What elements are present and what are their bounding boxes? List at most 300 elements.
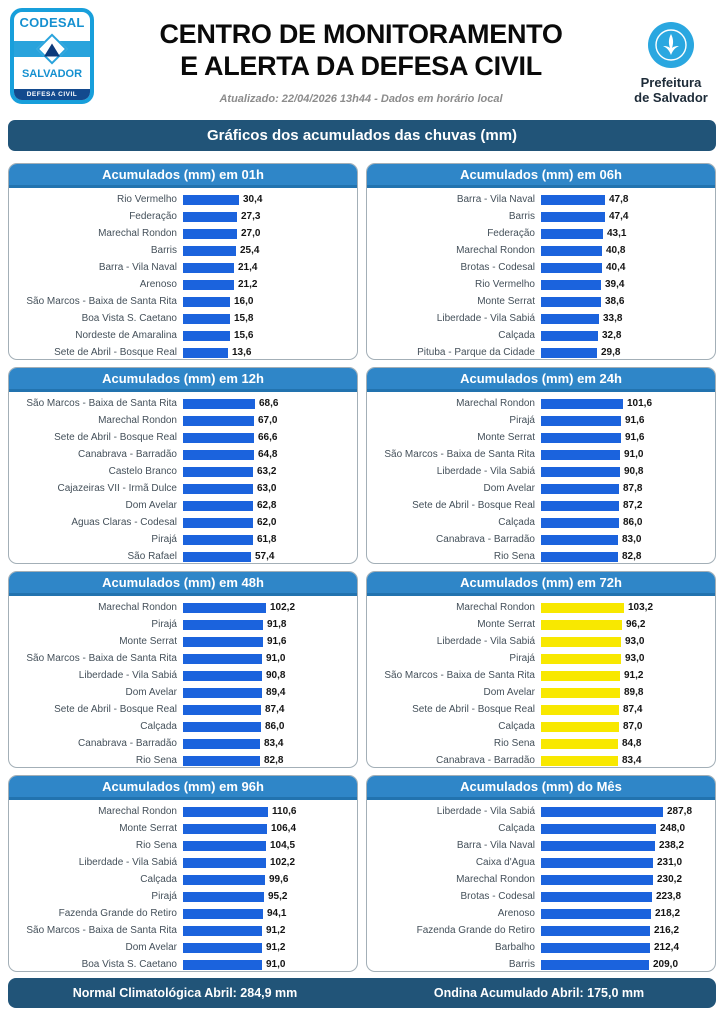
value-label: 91,0 [266, 653, 286, 664]
value-bar [541, 960, 649, 970]
value-label: 87,4 [265, 704, 285, 715]
value-bar [541, 603, 624, 613]
chart-row [9, 276, 353, 293]
station-label: São Marcos - Baixa de Santa Rita [26, 296, 177, 307]
station-label: Federação [487, 228, 535, 239]
value-label: 94,1 [267, 908, 287, 919]
chart-row [367, 701, 711, 718]
value-label: 63,2 [257, 466, 277, 477]
value-label: 83,4 [622, 755, 642, 766]
chart-row [9, 752, 353, 768]
chart-row [367, 854, 711, 871]
value-bar [541, 926, 650, 936]
chart-panel [366, 163, 716, 360]
value-bar [183, 688, 262, 698]
chart-row [9, 208, 353, 225]
value-bar [183, 756, 260, 766]
station-label: Rio Sena [135, 755, 177, 766]
chart-panel [8, 571, 358, 768]
value-bar [541, 671, 620, 681]
value-label: 61,8 [257, 534, 277, 545]
value-bar [541, 841, 655, 851]
value-label: 40,4 [606, 262, 626, 273]
codesal-logo-name: CODESAL [19, 15, 85, 30]
station-label: Rio Sena [135, 840, 177, 851]
station-label: Marechal Rondon [456, 398, 535, 409]
value-bar [541, 807, 663, 817]
value-label: 91,6 [625, 415, 645, 426]
value-bar [541, 858, 653, 868]
chart-row [367, 548, 711, 564]
chart-row [9, 191, 353, 208]
prefeitura-label-line2: de Salvador [634, 89, 708, 105]
chart-row [367, 837, 711, 854]
value-label: 231,0 [657, 857, 683, 868]
chart-row [9, 531, 353, 548]
chart-row [367, 888, 711, 905]
value-bar [183, 654, 262, 664]
station-label: São Marcos - Baixa de Santa Rita [26, 653, 177, 664]
value-label: 91,6 [625, 432, 645, 443]
value-bar [183, 875, 265, 885]
station-label: Fazenda Grande do Retiro [416, 925, 535, 936]
value-label: 32,8 [602, 330, 622, 341]
chart-panel-body [367, 800, 715, 972]
codesal-emblem-icon [14, 32, 90, 66]
value-bar [541, 450, 620, 460]
chart-row [9, 735, 353, 752]
emblem-triangle [44, 44, 60, 57]
prefeitura-logo [628, 8, 714, 106]
station-label: Calçada [498, 330, 535, 341]
station-label: Liberdade - Vila Sabiá [78, 857, 177, 868]
value-bar [541, 263, 602, 273]
value-bar [183, 416, 254, 426]
station-label: Pirajá [509, 415, 535, 426]
value-bar [183, 807, 268, 817]
chart-row [367, 259, 711, 276]
value-bar [541, 297, 601, 307]
value-bar [541, 212, 605, 222]
value-bar [541, 195, 605, 205]
chart-row [367, 684, 711, 701]
value-label: 91,0 [624, 449, 644, 460]
value-label: 223,8 [656, 891, 682, 902]
value-label: 33,8 [603, 313, 623, 324]
value-label: 91,2 [266, 942, 286, 953]
value-label: 87,8 [623, 483, 643, 494]
chart-panel-title: Acumulados (mm) em 01h [9, 164, 357, 188]
chart-row [367, 293, 711, 310]
station-label: Sete de Abril - Bosque Real [412, 500, 535, 511]
section-title-bar: Gráficos dos acumulados das chuvas (mm) [8, 120, 716, 151]
station-label: Marechal Rondon [98, 415, 177, 426]
value-label: 110,6 [272, 806, 297, 817]
station-label: Calçada [140, 721, 177, 732]
value-bar [183, 926, 262, 936]
value-label: 15,6 [234, 330, 254, 341]
value-bar [541, 637, 621, 647]
value-bar [541, 280, 601, 290]
chart-row [367, 327, 711, 344]
value-label: 91,2 [624, 670, 644, 681]
chart-row [367, 497, 711, 514]
value-label: 96,2 [626, 619, 646, 630]
value-label: 216,2 [654, 925, 680, 936]
value-label: 13,6 [232, 347, 252, 358]
value-label: 63,0 [257, 483, 277, 494]
station-label: Monte Serrat [477, 296, 535, 307]
chart-panel-title: Acumulados (mm) em 48h [9, 572, 357, 596]
station-label: Águas Claras - Codesal [71, 517, 177, 528]
value-label: 104,5 [270, 840, 296, 851]
station-label: Rio Sena [493, 738, 535, 749]
station-label: São Marcos - Baixa de Santa Rita [26, 398, 177, 409]
value-label: 83,4 [264, 738, 284, 749]
value-label: 27,0 [241, 228, 261, 239]
value-bar [541, 705, 619, 715]
value-bar [183, 484, 253, 494]
station-label: Calçada [498, 823, 535, 834]
value-label: 93,0 [625, 653, 645, 664]
station-label: Sete de Abril - Bosque Real [54, 347, 177, 358]
value-bar [183, 960, 262, 970]
value-label: 47,4 [609, 211, 629, 222]
chart-row [367, 480, 711, 497]
value-label: 62,0 [257, 517, 277, 528]
value-bar [183, 195, 239, 205]
chart-row [367, 956, 711, 972]
station-label: Dom Avelar [125, 942, 177, 953]
chart-row [367, 395, 711, 412]
value-label: 102,2 [270, 857, 296, 868]
chart-row [367, 871, 711, 888]
station-label: Monte Serrat [477, 619, 535, 630]
chart-row [367, 191, 711, 208]
chart-panel [8, 163, 358, 360]
value-bar [541, 467, 620, 477]
station-label: Liberdade - Vila Sabiá [436, 806, 535, 817]
value-bar [183, 637, 263, 647]
value-bar [183, 501, 253, 511]
value-label: 230,2 [657, 874, 683, 885]
station-label: Barra - Vila Naval [456, 840, 535, 851]
value-bar [541, 314, 599, 324]
chart-row [367, 922, 711, 939]
station-label: São Marcos - Baixa de Santa Rita [384, 670, 535, 681]
chart-row [367, 616, 711, 633]
value-bar [541, 654, 621, 664]
value-bar [541, 892, 652, 902]
station-label: Calçada [140, 874, 177, 885]
codesal-logo-city: SALVADOR [21, 68, 83, 80]
chart-panel-body [9, 800, 357, 972]
value-bar [541, 348, 597, 358]
station-label: Pirajá [151, 534, 177, 545]
value-bar [183, 739, 260, 749]
chart-row [9, 650, 353, 667]
value-label: 30,4 [243, 194, 263, 205]
value-label: 43,1 [607, 228, 627, 239]
chart-row [9, 480, 353, 497]
chart-row [9, 259, 353, 276]
title-block [94, 8, 628, 105]
chart-panel-body [367, 596, 715, 768]
panels-grid [8, 163, 716, 972]
value-label: 84,8 [622, 738, 642, 749]
value-bar [541, 552, 618, 562]
value-label: 40,8 [606, 245, 626, 256]
footer-ondina-acumulado: Ondina Acumulado Abril: 175,0 mm [433, 986, 645, 1000]
value-bar [541, 722, 619, 732]
chart-row [9, 395, 353, 412]
value-bar [183, 280, 234, 290]
value-bar [541, 484, 619, 494]
station-label: Pituba - Parque da Cidade [417, 347, 535, 358]
chart-row [9, 599, 353, 616]
value-bar [541, 688, 620, 698]
station-label: Dom Avelar [125, 500, 177, 511]
value-bar [183, 297, 230, 307]
chart-row [367, 820, 711, 837]
chart-row [9, 293, 353, 310]
station-label: Monte Serrat [119, 823, 177, 834]
chart-row [367, 344, 711, 360]
value-bar [183, 858, 266, 868]
value-label: 57,4 [255, 551, 275, 562]
value-bar [183, 399, 255, 409]
value-label: 86,0 [623, 517, 643, 528]
chart-row [367, 225, 711, 242]
value-label: 218,2 [655, 908, 681, 919]
station-label: Boa Vista S. Caetano [81, 313, 177, 324]
chart-row [9, 718, 353, 735]
chart-panel-title: Acumulados (mm) em 06h [367, 164, 715, 188]
chart-row [9, 327, 353, 344]
value-bar [183, 943, 262, 953]
station-label: Marechal Rondon [98, 228, 177, 239]
value-bar [541, 501, 619, 511]
value-bar [183, 671, 262, 681]
station-label: Marechal Rondon [456, 245, 535, 256]
station-label: Rio Vermelho [116, 194, 177, 205]
station-label: Liberdade - Vila Sabiá [436, 466, 535, 477]
station-label: São Rafael [127, 551, 177, 562]
value-bar [183, 892, 264, 902]
value-bar [541, 416, 621, 426]
value-label: 102,2 [270, 602, 296, 613]
value-bar [183, 535, 253, 545]
chart-row [9, 684, 353, 701]
chart-panel-title: Acumulados (mm) em 72h [367, 572, 715, 596]
chart-row [9, 310, 353, 327]
value-bar [541, 620, 622, 630]
value-label: 212,4 [654, 942, 680, 953]
value-label: 87,4 [623, 704, 643, 715]
value-bar [541, 739, 618, 749]
value-bar [183, 552, 251, 562]
chart-row [367, 752, 711, 768]
chart-row [9, 497, 353, 514]
station-label: Barra - Vila Naval [456, 194, 535, 205]
chart-row [9, 837, 353, 854]
station-label: Dom Avelar [483, 483, 535, 494]
value-label: 90,8 [266, 670, 286, 681]
value-bar [183, 722, 261, 732]
chart-panel-body [9, 392, 357, 564]
footer-normal-climatologica: Normal Climatológica Abril: 284,9 mm [72, 986, 298, 1000]
station-label: Barris [508, 959, 535, 970]
value-label: 91,6 [267, 636, 287, 647]
value-label: 83,0 [622, 534, 642, 545]
chart-row [367, 463, 711, 480]
chart-row [9, 667, 353, 684]
value-bar [541, 875, 653, 885]
chart-row [367, 939, 711, 956]
value-bar [541, 943, 650, 953]
value-label: 91,8 [267, 619, 287, 630]
station-label: Marechal Rondon [456, 874, 535, 885]
value-label: 91,0 [266, 959, 286, 970]
chart-row [9, 871, 353, 888]
report-header [0, 0, 724, 116]
station-label: Liberdade - Vila Sabiá [436, 313, 535, 324]
value-label: 21,4 [238, 262, 258, 273]
value-label: 82,8 [622, 551, 642, 562]
value-bar [541, 246, 602, 256]
value-label: 87,0 [623, 721, 643, 732]
chart-panel-body [9, 188, 357, 360]
value-label: 82,8 [264, 755, 284, 766]
station-label: Canabrava - Barradão [436, 755, 535, 766]
chart-row [9, 548, 353, 564]
chart-row [367, 429, 711, 446]
chart-row [9, 429, 353, 446]
station-label: Brotas - Codesal [460, 262, 535, 273]
value-bar [541, 331, 598, 341]
chart-row [367, 718, 711, 735]
chart-row [9, 803, 353, 820]
station-label: Castelo Branco [108, 466, 177, 477]
value-label: 103,2 [628, 602, 654, 613]
page-title-line1: CENTRO DE MONITORAMENTO [159, 19, 563, 49]
chart-row [367, 735, 711, 752]
station-label: Barra - Vila Naval [98, 262, 177, 273]
station-label: Sete de Abril - Bosque Real [54, 704, 177, 715]
value-label: 95,2 [268, 891, 288, 902]
chart-panel [366, 571, 716, 768]
value-label: 64,8 [258, 449, 278, 460]
value-label: 39,4 [605, 279, 625, 290]
station-label: São Marcos - Baixa de Santa Rita [26, 925, 177, 936]
prefeitura-label [628, 76, 714, 106]
page-title [94, 18, 628, 83]
chart-row [367, 803, 711, 820]
chart-row [367, 905, 711, 922]
chart-row [9, 939, 353, 956]
value-bar [183, 603, 266, 613]
chart-row [9, 905, 353, 922]
value-bar [541, 824, 656, 834]
value-label: 238,2 [659, 840, 685, 851]
station-label: Cajazeiras VII - Irmã Dulce [57, 483, 177, 494]
chart-panel [8, 367, 358, 564]
value-bar [541, 229, 603, 239]
station-label: Pirajá [509, 653, 535, 664]
station-label: Barris [150, 245, 177, 256]
station-label: Sete de Abril - Bosque Real [412, 704, 535, 715]
value-bar [183, 841, 266, 851]
value-label: 248,0 [660, 823, 686, 834]
station-label: Sete de Abril - Bosque Real [54, 432, 177, 443]
station-label: Liberdade - Vila Sabiá [78, 670, 177, 681]
chart-row [9, 820, 353, 837]
value-bar [183, 705, 261, 715]
station-label: Nordeste de Amaralina [75, 330, 177, 341]
value-label: 287,8 [667, 806, 693, 817]
footer-bar [8, 978, 716, 1008]
chart-row [9, 854, 353, 871]
station-label: Rio Vermelho [474, 279, 535, 290]
value-label: 47,8 [609, 194, 629, 205]
value-bar [541, 433, 621, 443]
chart-row [9, 956, 353, 972]
station-label: Boa Vista S. Caetano [81, 959, 177, 970]
station-label: Federação [129, 211, 177, 222]
chart-panel-body [9, 596, 357, 768]
station-label: Pirajá [151, 891, 177, 902]
station-label: Dom Avelar [483, 687, 535, 698]
station-label: Dom Avelar [125, 687, 177, 698]
value-label: 66,6 [258, 432, 278, 443]
value-label: 89,4 [266, 687, 286, 698]
chart-row [9, 922, 353, 939]
value-label: 16,0 [234, 296, 254, 307]
station-label: Barbalho [494, 942, 535, 953]
chart-row [367, 208, 711, 225]
value-label: 90,8 [624, 466, 644, 477]
value-label: 93,0 [625, 636, 645, 647]
value-label: 89,8 [624, 687, 644, 698]
station-label: Barris [508, 211, 535, 222]
station-label: São Marcos - Baixa de Santa Rita [384, 449, 535, 460]
value-label: 106,4 [271, 823, 297, 834]
chart-row [367, 276, 711, 293]
chart-panel-body [367, 392, 715, 564]
dove-icon [648, 22, 694, 68]
station-label: Arenoso [139, 279, 177, 290]
value-label: 87,2 [623, 500, 643, 511]
value-label: 91,2 [266, 925, 286, 936]
station-label: Canabrava - Barradão [78, 449, 177, 460]
value-label: 21,2 [238, 279, 258, 290]
value-bar [183, 433, 254, 443]
station-label: Rio Sena [493, 551, 535, 562]
value-label: 62,8 [257, 500, 277, 511]
chart-row [367, 531, 711, 548]
chart-panel-title: Acumulados (mm) em 12h [9, 368, 357, 392]
value-bar [183, 246, 236, 256]
station-label: Canabrava - Barradão [78, 738, 177, 749]
codesal-logo-caption: DEFESA CIVIL [14, 89, 90, 100]
prefeitura-label-line1: Prefeitura [640, 75, 702, 90]
value-bar [541, 518, 619, 528]
station-label: Marechal Rondon [456, 602, 535, 613]
chart-row [367, 599, 711, 616]
station-label: Calçada [498, 517, 535, 528]
value-bar [541, 535, 618, 545]
station-label: Monte Serrat [477, 432, 535, 443]
